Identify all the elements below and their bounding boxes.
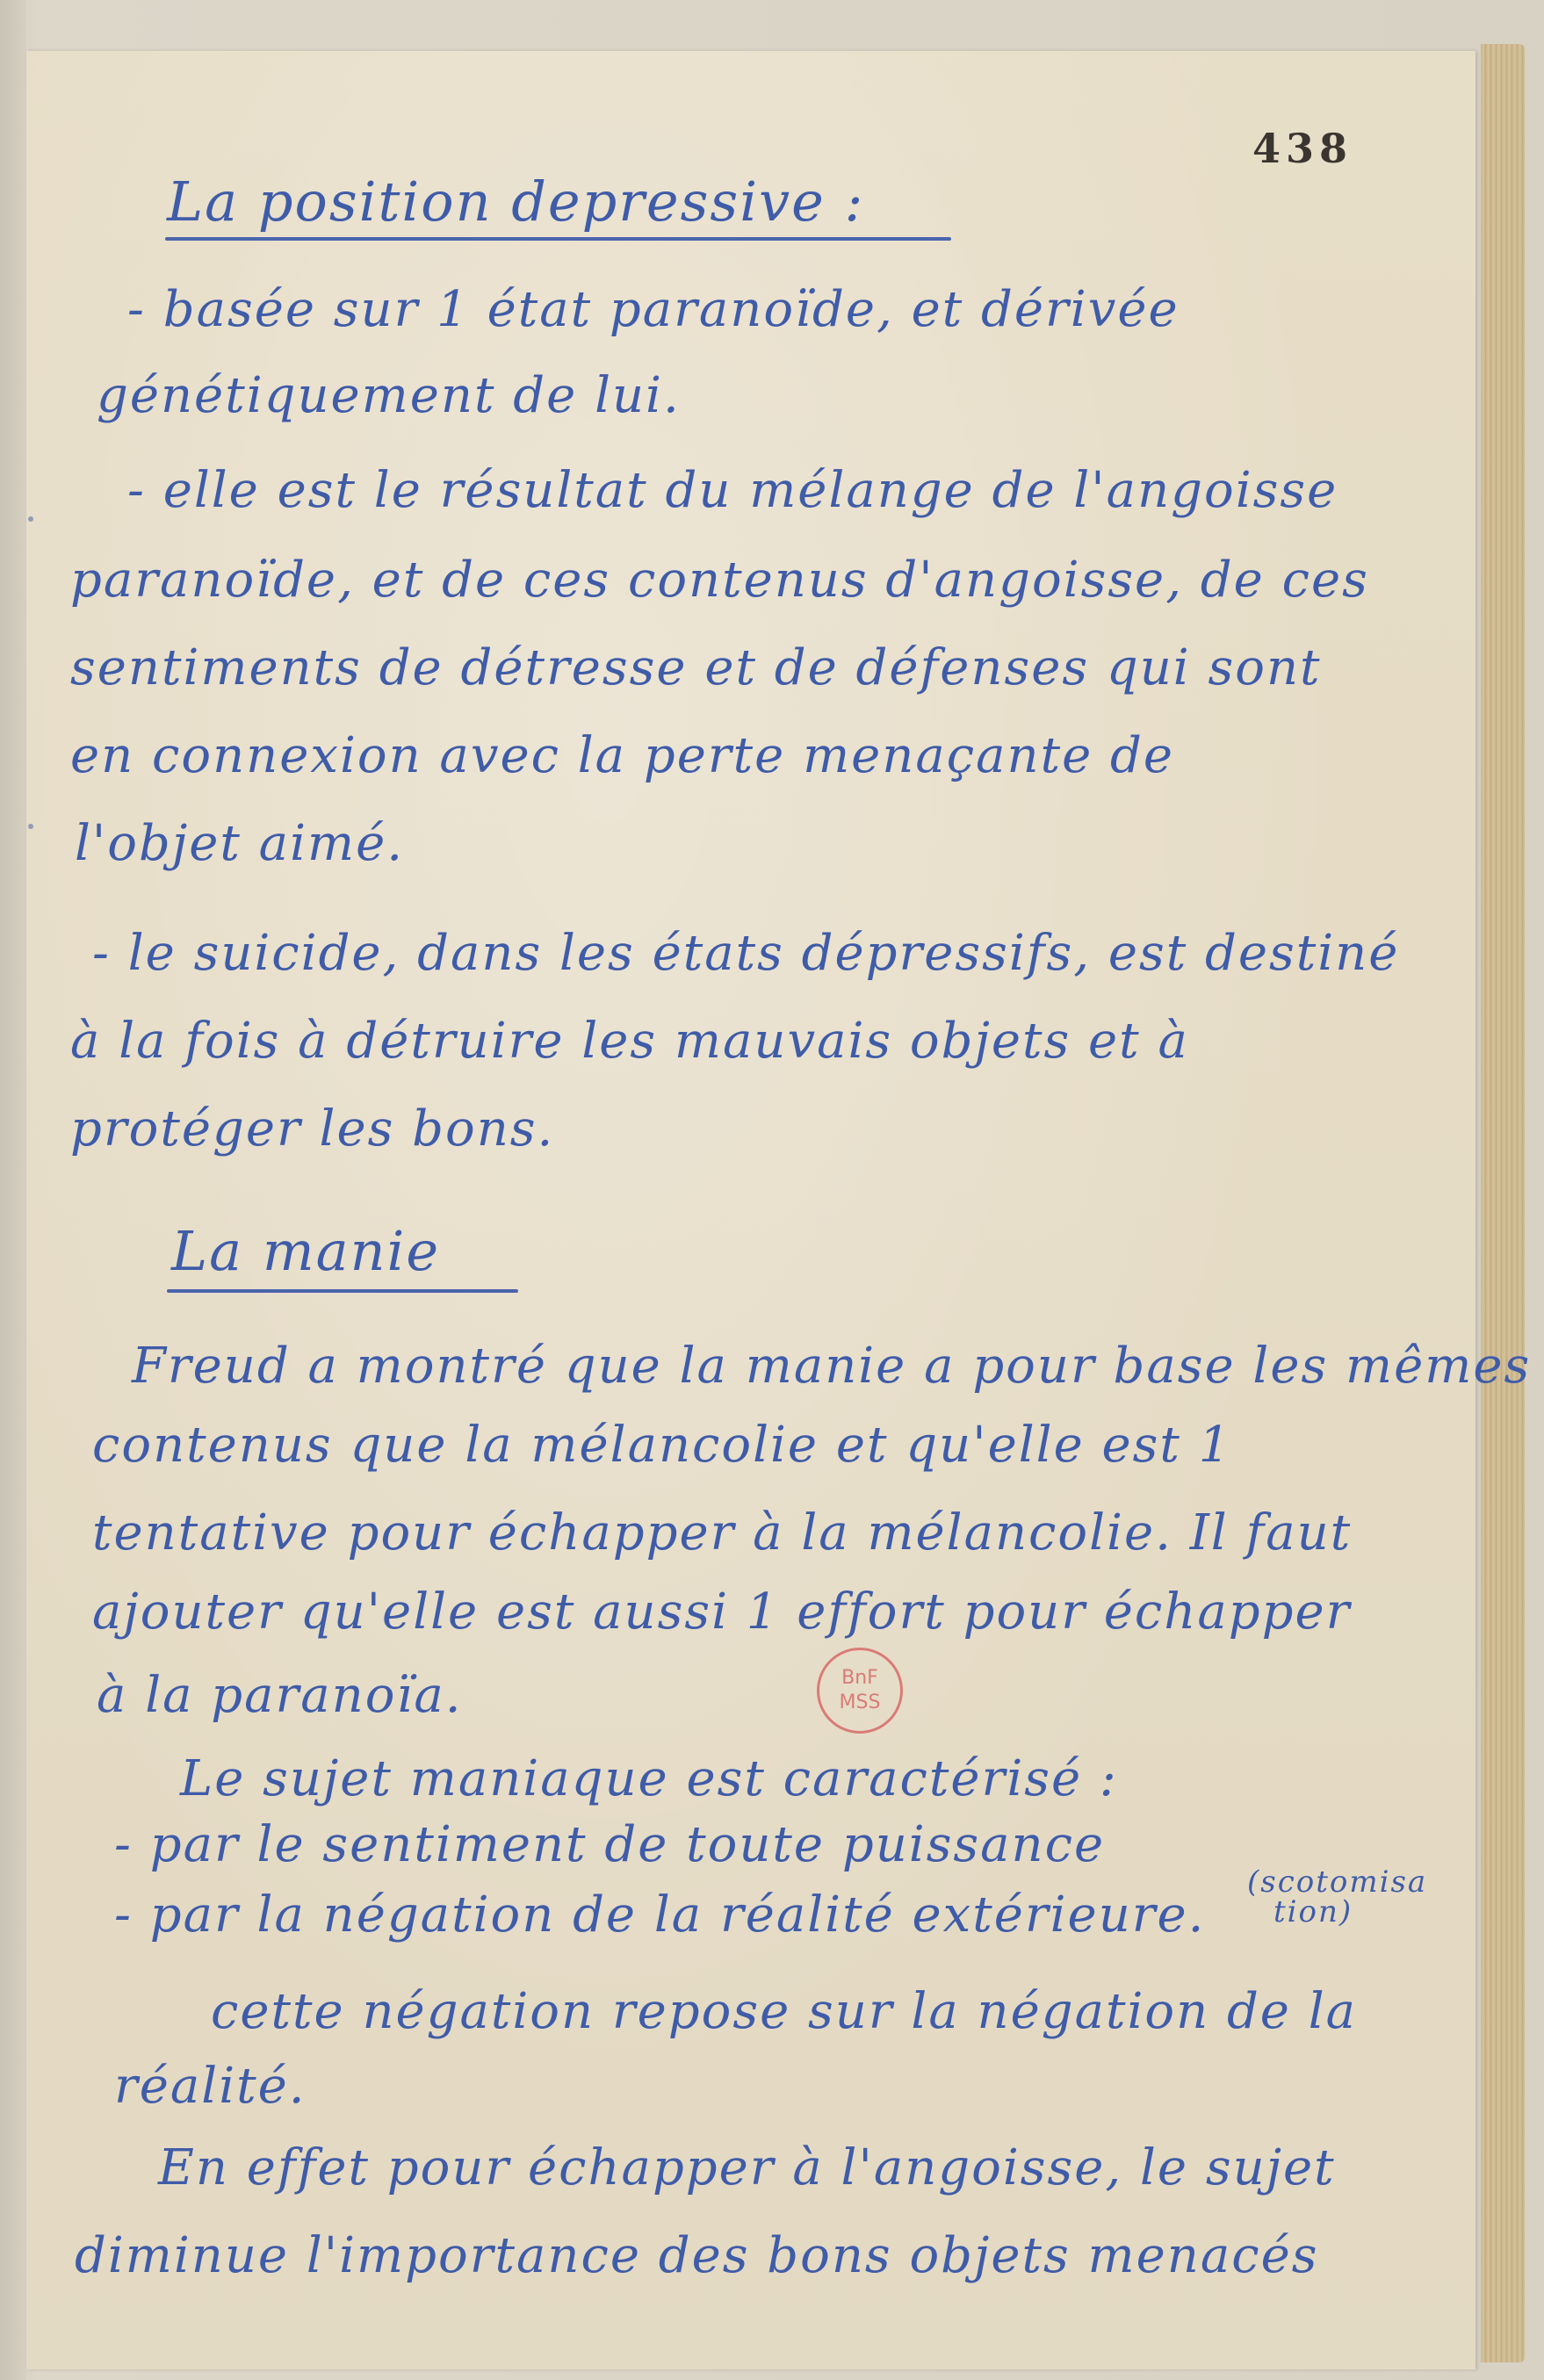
heading-underline [167,1289,518,1293]
text-line: protéger les bons. [70,1100,555,1158]
text-line: l'objet aimé. [75,815,405,872]
manuscript-page [26,51,1532,2369]
text-line: - par la négation de la réalité extérieure. [114,1886,1206,1944]
text-line: génétiquement de lui. [97,367,681,424]
text-line: en connexion avec la perte menaçante de [70,727,1175,784]
text-line: sentiments de détresse et de défenses qui sont [70,639,1322,696]
stamp-line: MSS [839,1691,881,1713]
text-line: Freud a montré que la manie a pour base les mêmes [132,1338,1532,1395]
text-line: En effet pour échapper à l'angoisse, le sujet [158,2139,1336,2196]
marginal-note-line: (scotomisa [1247,1864,1428,1900]
text-line: Le sujet maniaque est caractérisé : [180,1750,1118,1807]
text-line: à la paranoïa. [97,1667,463,1724]
text-line: - basée sur 1 état paranoïde, et dérivée [127,281,1180,338]
text-line: - par le sentiment de toute puissance [114,1816,1106,1873]
section-heading-manie: La manie [171,1219,441,1283]
section-heading-position-depressive: La position depressive : [167,169,865,234]
margin-mark [28,516,33,522]
stamp-line: BnF [841,1667,878,1689]
text-line: ajouter qu'elle est aussi 1 effort pour échapper [92,1583,1352,1641]
heading-underline [165,237,951,241]
page-stack-edge [1481,44,1525,2362]
text-line: tentative pour échapper à la mélancolie. Il faut [92,1504,1353,1561]
text-line: cette négation repose sur la négation de la [211,1983,1358,2040]
text-line: à la fois à détruire les mauvais objets et à [70,1013,1189,1070]
marginal-note-line: tion) [1273,1894,1353,1929]
text-line: contenus que la mélancolie et qu'elle est 1 [92,1417,1232,1474]
margin-mark [28,824,33,829]
library-stamp [817,1648,903,1734]
marginal-note [1247,1864,1428,1929]
text-line: paranoïde, et de ces contenus d'angoisse, de ces [70,552,1369,609]
text-line: - elle est le résultat du mélange de l'angoisse [127,462,1338,519]
text-line: diminue l'importance des bons objets menacés [75,2227,1319,2284]
page-number: 438 [1252,125,1353,172]
previous-page-edge [0,0,26,2380]
text-line: - le suicide, dans les états dépressifs, est destiné [92,925,1400,982]
text-line: réalité. [114,2058,307,2115]
